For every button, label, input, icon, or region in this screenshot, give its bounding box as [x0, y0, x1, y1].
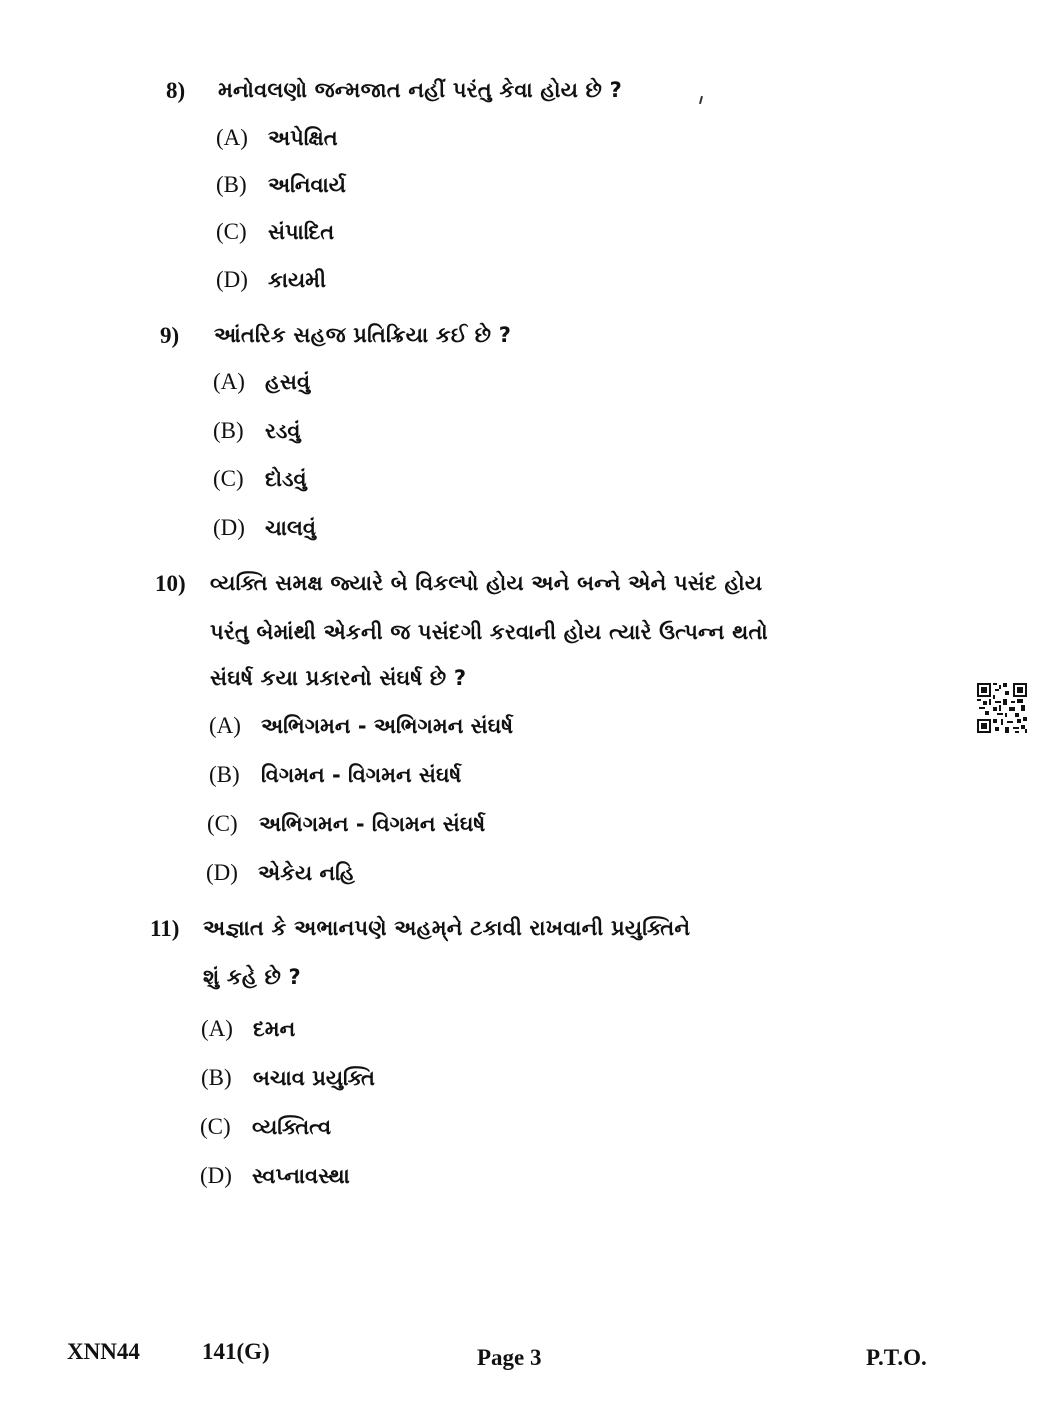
- option-text: અભિગમન - અભિગમન સંઘર્ષ: [261, 714, 514, 738]
- option-letter: (B): [216, 172, 247, 197]
- option-d: [216, 267, 326, 293]
- question-text-line: વ્યક્તિ સમક્ષ જ્યારે બે વિકલ્પો હોય અને બન્ને એને પસંદ હોય: [210, 571, 763, 595]
- option-a: [201, 1016, 295, 1042]
- question-text-line: સંઘર્ષ કયા પ્રકારનો સંઘર્ષ છે ?: [210, 666, 467, 690]
- option-text: કાયમી: [268, 268, 327, 292]
- option-text: અનિવાર્ય: [268, 173, 346, 197]
- question-text-line: અજ્ઞાત કે અભાનપણે અહમ્‌ને ટકાવી રાખવાની પ્રયુક્તિને: [203, 916, 691, 940]
- option-text: સ્વપ્નાવસ્થા: [252, 1164, 350, 1188]
- option-b: [209, 762, 461, 788]
- option-letter: (B): [213, 418, 244, 443]
- page-number: Page 3: [477, 1345, 542, 1370]
- option-text: વ્યક્તિત્વ: [252, 1115, 332, 1139]
- option-letter: (C): [216, 219, 247, 244]
- question-text-line: પરંતુ બેમાંથી એકની જ પસંદગી કરવાની હોય ત્યારે ઉત્પન્ન થતો: [210, 620, 768, 644]
- option-d: [213, 515, 316, 541]
- option-b: [216, 172, 346, 198]
- option-a: [209, 713, 513, 739]
- option-c: [213, 466, 307, 492]
- option-b: [201, 1065, 375, 1091]
- question-number: 9): [160, 323, 180, 348]
- option-letter: (D): [213, 515, 245, 540]
- option-letter: (C): [200, 1114, 231, 1139]
- option-d: [206, 860, 355, 886]
- exam-code: XNN44: [67, 1339, 140, 1364]
- option-letter: (A): [209, 713, 241, 738]
- option-b: [213, 418, 300, 444]
- option-text: બચાવ પ્રયુક્તિ: [253, 1066, 375, 1090]
- question-number: 8): [166, 78, 186, 103]
- option-text: સંપાદિત: [268, 220, 335, 244]
- stray-mark: [699, 96, 703, 104]
- option-letter: (A): [201, 1016, 233, 1041]
- option-text: દોડવું: [265, 467, 307, 491]
- option-c: [216, 219, 334, 245]
- question-number: 10): [155, 571, 186, 596]
- option-letter: (D): [200, 1163, 232, 1188]
- question-text-line: શું કહે છે ?: [203, 965, 301, 989]
- option-text: દમન: [253, 1017, 296, 1041]
- qr-code-icon: [977, 683, 1027, 733]
- option-letter: (B): [209, 762, 240, 787]
- option-text: અભિગમન - વિગમન સંઘર્ષ: [259, 812, 486, 836]
- option-letter: (C): [207, 811, 238, 836]
- option-a: [213, 369, 310, 395]
- option-d: [200, 1163, 350, 1189]
- option-c: [207, 811, 485, 837]
- question-text-line: આંતરિક સહજ પ્રતિક્રિયા કઈ છે ?: [214, 323, 512, 347]
- option-c: [200, 1114, 331, 1140]
- option-text: એકેય નહિ: [258, 861, 355, 885]
- option-letter: (A): [216, 125, 248, 150]
- option-text: વિગમન - વિગમન સંઘર્ષ: [261, 763, 462, 787]
- paper-code: 141(G): [202, 1339, 270, 1364]
- pto-label: P.T.O.: [866, 1345, 927, 1370]
- question-number: 11): [150, 916, 180, 941]
- option-letter: (D): [216, 267, 248, 292]
- option-text: હસવું: [265, 370, 311, 394]
- option-text: ચાલવું: [265, 516, 316, 540]
- option-letter: (D): [206, 860, 238, 885]
- option-a: [216, 125, 338, 151]
- option-letter: (B): [201, 1065, 232, 1090]
- option-letter: (C): [213, 466, 244, 491]
- question-text-line: મનોવલણો જન્મજાત નહીં પરંતુ કેવા હોય છે ?: [218, 78, 622, 102]
- option-text: અપેક્ષિત: [268, 126, 338, 150]
- option-text: રડવું: [265, 419, 301, 443]
- option-letter: (A): [213, 369, 245, 394]
